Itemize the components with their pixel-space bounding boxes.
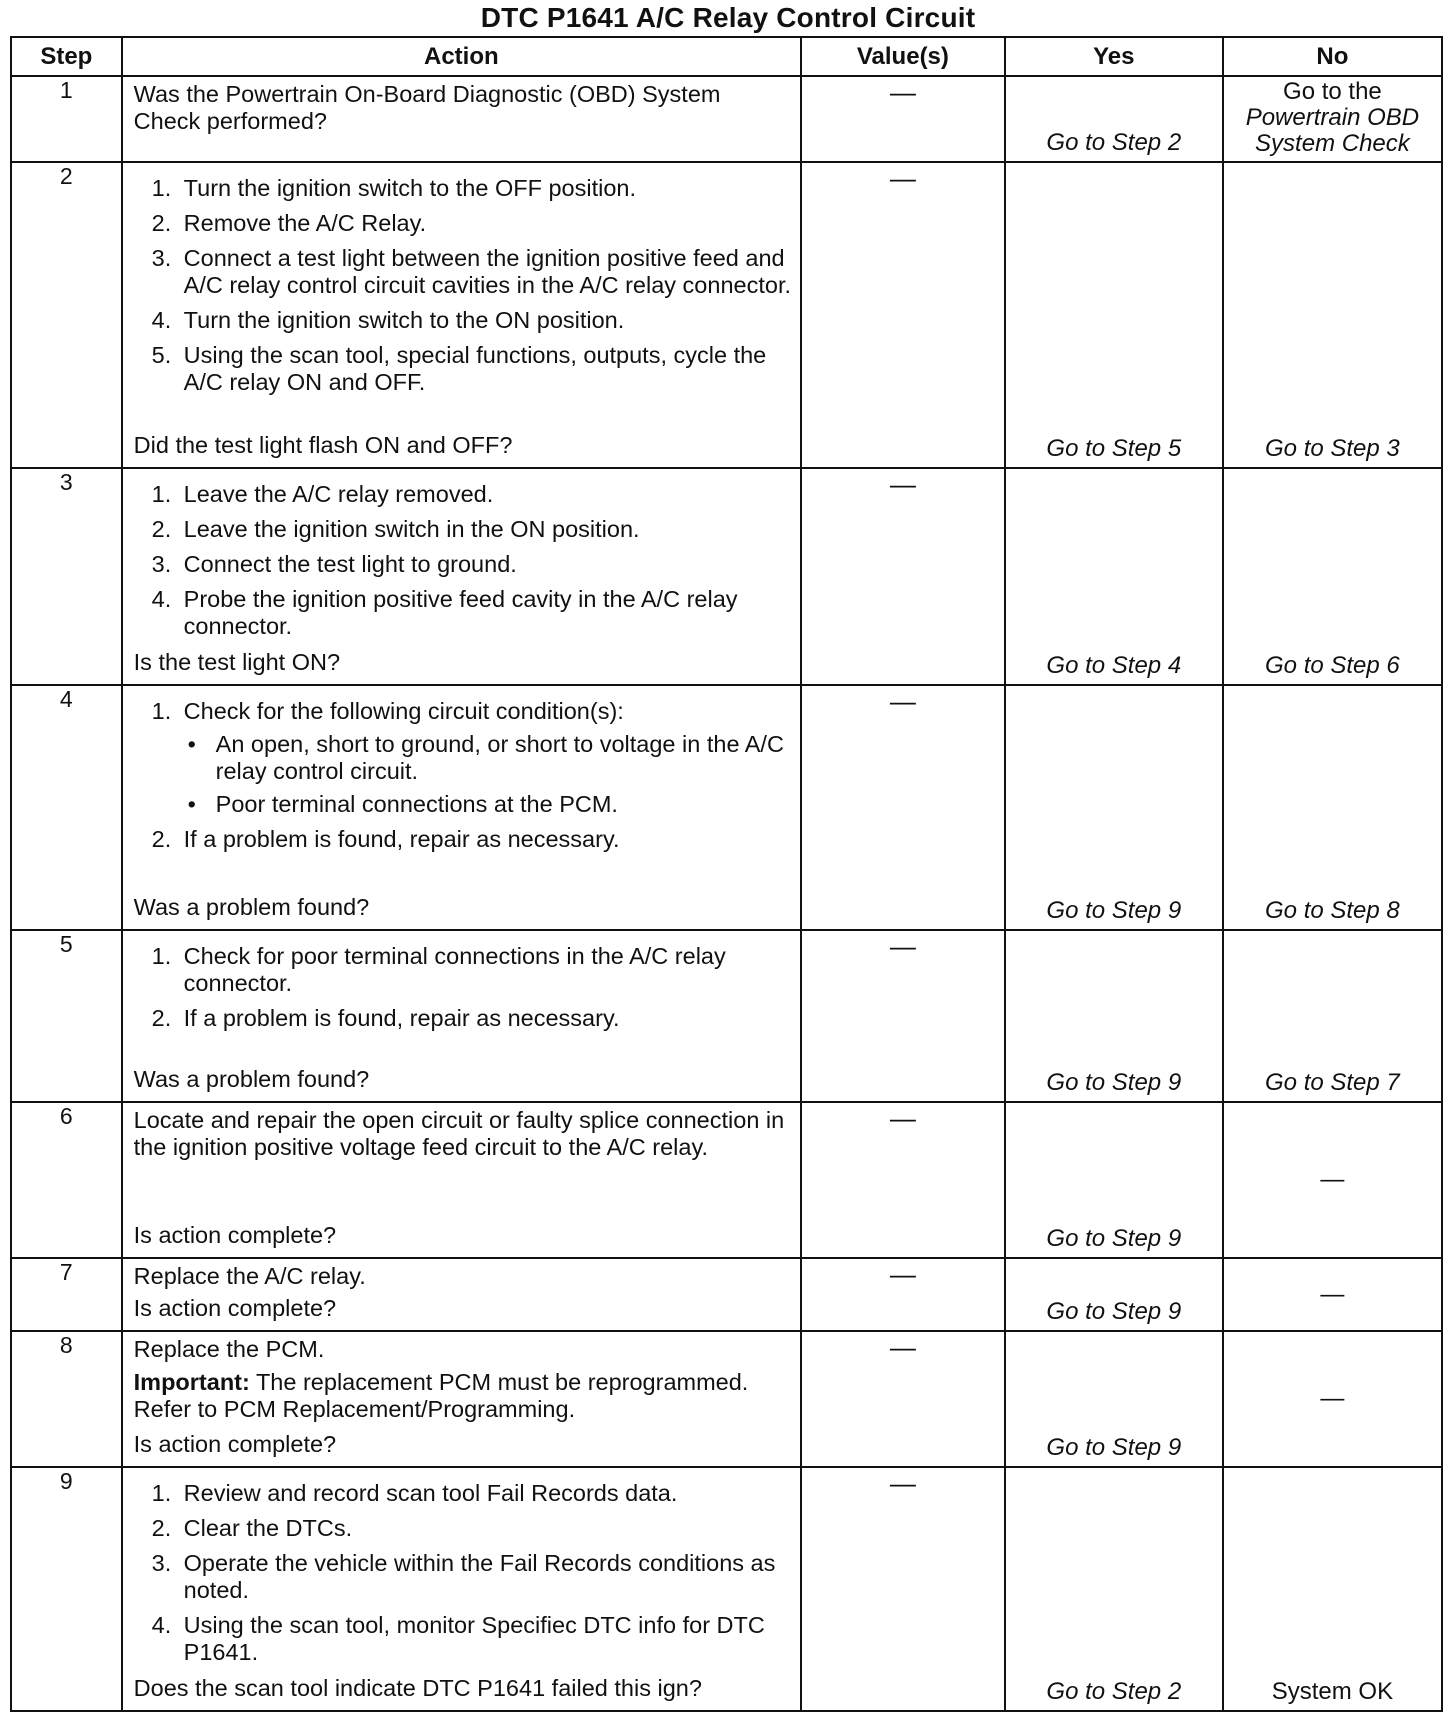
list-item: 4. Using the scan tool, monitor Specifiec DTC info for DTC P1641. bbox=[151, 1612, 765, 1665]
value-cell: — bbox=[801, 930, 1005, 1102]
no-cell bbox=[1223, 685, 1442, 930]
no-goto-line: Powertrain OBD bbox=[1245, 104, 1420, 131]
yes-cell bbox=[1005, 1331, 1223, 1467]
bullet-item: • Poor terminal connections at the PCM. bbox=[187, 791, 618, 817]
no-goto: Go to Step 3 bbox=[1265, 435, 1400, 462]
list-item: 3. Connect the test light to ground. bbox=[151, 551, 517, 577]
list-item: 3. Operate the vehicle within the Fail Records conditions as noted. bbox=[151, 1550, 776, 1603]
action-question: Is action complete? bbox=[133, 1295, 337, 1321]
no-goto-line: System Check bbox=[1255, 130, 1410, 157]
yes-cell bbox=[1005, 1467, 1223, 1711]
yes-goto: Go to Step 4 bbox=[1046, 652, 1182, 679]
table-row bbox=[11, 1102, 1442, 1258]
value-cell: — bbox=[801, 162, 1005, 468]
table-row bbox=[11, 1467, 1442, 1711]
action-cell bbox=[122, 1331, 801, 1467]
value-cell: — bbox=[801, 1258, 1005, 1331]
no-cell bbox=[1223, 76, 1442, 162]
no-goto: Go to Step 6 bbox=[1265, 652, 1400, 679]
value-cell: — bbox=[801, 1331, 1005, 1467]
yes-cell bbox=[1005, 685, 1223, 930]
action-cell bbox=[122, 930, 801, 1102]
header-values: Value(s) bbox=[801, 37, 1005, 76]
step-number: 2 bbox=[11, 162, 122, 468]
yes-cell bbox=[1005, 1258, 1223, 1331]
list-item: 2. If a problem is found, repair as necessary. bbox=[151, 826, 620, 852]
action-question: Was a problem found? bbox=[133, 1066, 370, 1092]
step-number: 9 bbox=[11, 1467, 122, 1711]
action-question: Is action complete? bbox=[133, 1222, 337, 1248]
header-action: Action bbox=[122, 37, 801, 76]
yes-cell bbox=[1005, 76, 1223, 162]
list-item: 2. Leave the ignition switch in the ON position. bbox=[151, 516, 640, 542]
header-step: Step bbox=[11, 37, 122, 76]
bullet-item: • An open, short to ground, or short to voltage in the A/C relay control circuit. bbox=[187, 731, 784, 784]
action-question: Was a problem found? bbox=[133, 894, 370, 920]
table-row bbox=[11, 685, 1442, 930]
list-item: 2. Clear the DTCs. bbox=[151, 1515, 353, 1541]
action-question: Is the test light ON? bbox=[133, 649, 341, 675]
header-yes: Yes bbox=[1005, 37, 1223, 76]
action-cell bbox=[122, 1258, 801, 1331]
list-item: 1. Leave the A/C relay removed. bbox=[151, 481, 494, 507]
value-cell: — bbox=[801, 1467, 1005, 1711]
no-cell bbox=[1223, 468, 1442, 685]
yes-goto: Go to Step 9 bbox=[1046, 1069, 1182, 1096]
no-cell bbox=[1223, 1258, 1442, 1331]
diagnostic-table bbox=[10, 36, 1443, 1712]
list-item: 2. Remove the A/C Relay. bbox=[151, 210, 427, 236]
action-cell bbox=[122, 685, 801, 930]
yes-goto: Go to Step 9 bbox=[1046, 1434, 1182, 1461]
list-item: 1. Check for the following circuit condition(s): bbox=[151, 698, 624, 724]
list-item: 4. Probe the ignition positive feed cavity in the A/C relay connector. bbox=[151, 586, 738, 639]
action-text: Replace the PCM. bbox=[133, 1336, 325, 1362]
action-text: Replace the A/C relay. bbox=[133, 1263, 366, 1289]
action-question: Does the scan tool indicate DTC P1641 failed this ign? bbox=[133, 1675, 702, 1701]
list-item: 3. Connect a test light between the ignition positive feed and A/C relay control circuit cavities in the A/C relay connector. bbox=[151, 245, 791, 298]
yes-goto: Go to Step 9 bbox=[1046, 1298, 1182, 1325]
no-goto: Go to Step 7 bbox=[1265, 1069, 1400, 1096]
action-text: Locate and repair the open circuit or faulty splice connection in the ignition positive voltage feed circuit to the A/C relay. bbox=[133, 1107, 785, 1160]
step-number: 4 bbox=[11, 685, 122, 930]
no-value: — bbox=[1320, 1166, 1345, 1193]
step-number: 6 bbox=[11, 1102, 122, 1258]
step-number: 8 bbox=[11, 1331, 122, 1467]
value-cell: — bbox=[801, 468, 1005, 685]
page-title: DTC P1641 A/C Relay Control Circuit bbox=[480, 2, 976, 33]
table-row bbox=[11, 76, 1442, 162]
no-goto: Go to Step 8 bbox=[1265, 897, 1400, 924]
no-value: — bbox=[1320, 1385, 1345, 1412]
table-row bbox=[11, 930, 1442, 1102]
list-item: 1. Review and record scan tool Fail Records data. bbox=[151, 1480, 678, 1506]
value-cell: — bbox=[801, 1102, 1005, 1258]
yes-cell bbox=[1005, 930, 1223, 1102]
value-cell: — bbox=[801, 685, 1005, 930]
list-item: 2. If a problem is found, repair as necessary. bbox=[151, 1005, 620, 1031]
table-row bbox=[11, 1258, 1442, 1331]
step-number: 5 bbox=[11, 930, 122, 1102]
yes-goto: Go to Step 2 bbox=[1046, 129, 1182, 156]
action-cell bbox=[122, 162, 801, 468]
action-cell bbox=[122, 76, 801, 162]
yes-cell bbox=[1005, 1102, 1223, 1258]
table-row bbox=[11, 1331, 1442, 1467]
list-item: 5. Using the scan tool, special functions, outputs, cycle the A/C relay ON and OFF. bbox=[151, 342, 767, 395]
no-cell bbox=[1223, 930, 1442, 1102]
action-question: Did the test light flash ON and OFF? bbox=[133, 432, 513, 458]
step-number: 1 bbox=[11, 76, 122, 162]
no-goto-line: Go to the bbox=[1283, 78, 1382, 105]
action-cell bbox=[122, 1467, 801, 1711]
important-note: Important: The replacement PCM must be reprogrammed. Refer to PCM Replacement/Programming. bbox=[133, 1369, 749, 1422]
action-cell bbox=[122, 468, 801, 685]
list-item: 1. Turn the ignition switch to the OFF position. bbox=[151, 175, 637, 201]
action-cell bbox=[122, 1102, 801, 1258]
step-number: 3 bbox=[11, 468, 122, 685]
yes-goto: Go to Step 2 bbox=[1046, 1678, 1182, 1705]
header-no: No bbox=[1223, 37, 1442, 76]
action-question: Is action complete? bbox=[133, 1431, 337, 1457]
table-row bbox=[11, 468, 1442, 685]
step-number: 7 bbox=[11, 1258, 122, 1331]
yes-cell bbox=[1005, 162, 1223, 468]
list-item: 4. Turn the ignition switch to the ON position. bbox=[151, 307, 625, 333]
yes-goto: Go to Step 9 bbox=[1046, 1225, 1182, 1252]
header-row bbox=[11, 37, 1442, 76]
no-goto: System OK bbox=[1271, 1678, 1394, 1705]
no-cell bbox=[1223, 162, 1442, 468]
no-cell bbox=[1223, 1102, 1442, 1258]
value-cell: — bbox=[801, 76, 1005, 162]
yes-goto: Go to Step 5 bbox=[1046, 435, 1182, 462]
no-cell bbox=[1223, 1331, 1442, 1467]
table-row bbox=[11, 162, 1442, 468]
no-cell bbox=[1223, 1467, 1442, 1711]
yes-goto: Go to Step 9 bbox=[1046, 897, 1182, 924]
no-value: — bbox=[1320, 1280, 1345, 1308]
action-text: Was the Powertrain On-Board Diagnostic (OBD) System Check performed? bbox=[133, 81, 721, 134]
list-item: 1. Check for poor terminal connections in the A/C relay connector. bbox=[151, 943, 726, 996]
yes-cell bbox=[1005, 468, 1223, 685]
